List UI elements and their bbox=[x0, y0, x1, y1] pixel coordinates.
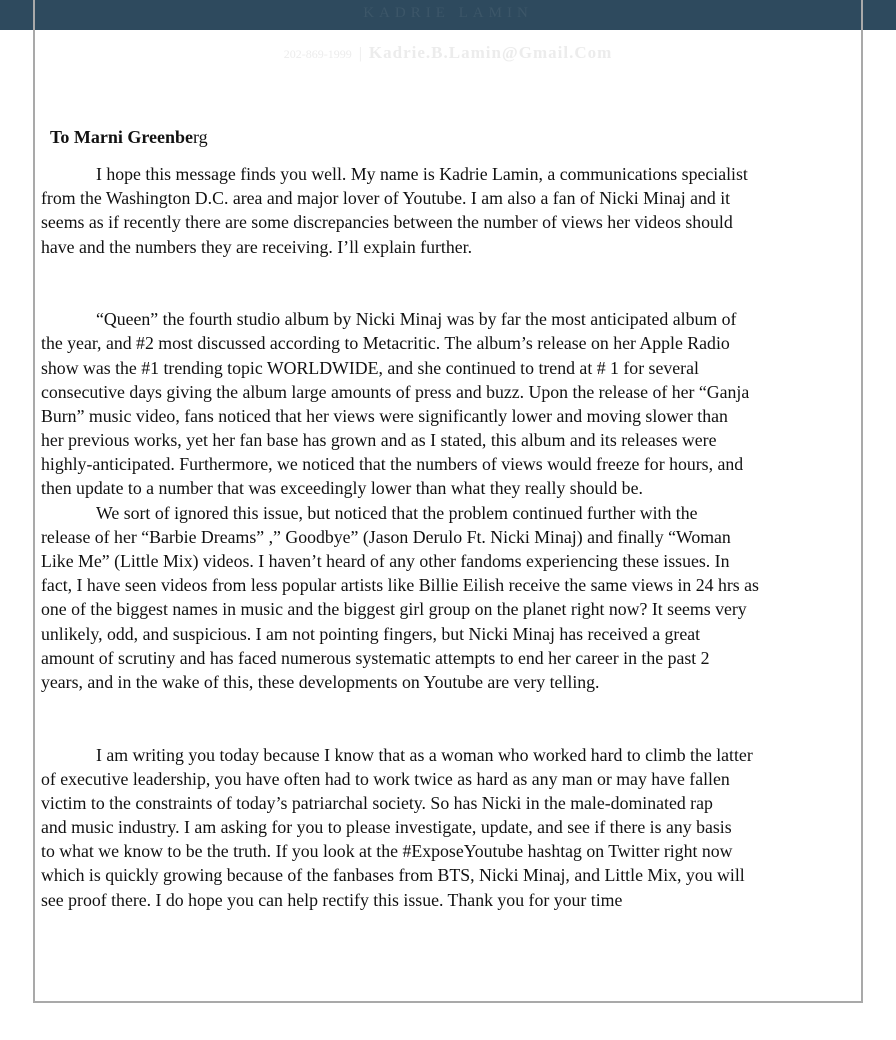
text-line: “Queen” the fourth studio album by Nicki Minaj was by far the most anticipated album of bbox=[96, 309, 737, 330]
text-line: have and the numbers they are receiving. I’ll explain further. bbox=[41, 236, 473, 257]
text-line: years, and in the wake of this, these developments on Youtube are very telling. bbox=[41, 671, 600, 692]
text-line: which is quickly growing because of the fanbases from BTS, Nicki Minaj, and Little Mix, you will bbox=[41, 865, 745, 886]
contact-phone: 202-869-1999 bbox=[283, 47, 352, 61]
text-line: her previous works, yet her fan base has grown and as I stated, this album and its releases were bbox=[41, 430, 717, 451]
contact-separator: | bbox=[358, 45, 362, 62]
text-line: I hope this message finds you well. My name is Kadrie Lamin, a communications specialist bbox=[96, 164, 748, 184]
text-line: of executive leadership, you have often had to work twice as hard as any man or may have fallen bbox=[41, 768, 730, 789]
header-name: KADRIE LAMIN bbox=[363, 5, 533, 21]
text-line: consecutive days giving the album large amounts of press and buzz. Upon the release of her “Ganja bbox=[41, 381, 750, 402]
paragraph bbox=[41, 162, 863, 259]
contact-line bbox=[0, 43, 896, 63]
text-line: highly-anticipated. Furthermore, we noticed that the numbers of views would freeze for hours, and bbox=[41, 454, 744, 475]
paragraph-gap bbox=[41, 694, 863, 718]
text-line: one of the biggest names in music and the biggest girl group on the planet right now? It seems very bbox=[41, 599, 747, 620]
paragraph-gap bbox=[41, 718, 863, 742]
text-line: to what we know to be the truth. If you look at the #ExposeYoutube hashtag on Twitter right now bbox=[41, 841, 733, 862]
paragraph-gap bbox=[41, 259, 863, 283]
text-line: release of her “Barbie Dreams” ,” Goodbye” (Jason Derulo Ft. Nicki Minaj) and finally “Woman bbox=[41, 526, 731, 547]
text-line: I am writing you today because I know that as a woman who worked hard to climb the latter bbox=[96, 744, 753, 765]
text-line: then update to a number that was exceedingly lower than what they really should be. bbox=[41, 478, 643, 499]
paragraph-gap bbox=[41, 283, 863, 307]
text-line: We sort of ignored this issue, but noticed that the problem continued further with the bbox=[96, 502, 698, 523]
text-line: the year, and #2 most discussed according to Metacritic. The album’s release on her Apple Radio bbox=[41, 333, 730, 354]
text-line: see proof there. I do hope you can help rectify this issue. Thank you for your time bbox=[41, 889, 623, 910]
paragraph bbox=[41, 307, 863, 501]
text-line: Burn” music video, fans noticed that her views were significantly lower and moving slower than bbox=[41, 405, 728, 426]
text-line: seems as if recently there are some discrepancies between the number of views her videos should bbox=[41, 212, 733, 233]
text-line: show was the #1 trending topic WORLDWIDE, and she continued to trend at # 1 for several bbox=[41, 357, 699, 378]
text-line: from the Washington D.C. area and major lover of Youtube. I am also a fan of Nicki Minaj and it bbox=[41, 188, 731, 209]
salutation bbox=[50, 127, 208, 148]
letter-body bbox=[41, 162, 863, 912]
text-line: amount of scrutiny and has faced numerous systematic attempts to end her career in the past 2 bbox=[41, 647, 710, 668]
paragraph bbox=[41, 743, 863, 912]
text-line: Like Me” (Little Mix) videos. I haven’t heard of any other fandoms experiencing these issues. In bbox=[41, 551, 730, 571]
text-line: and music industry. I am asking for you to please investigate, update, and see if there is any basis bbox=[41, 817, 732, 838]
paragraph bbox=[41, 501, 863, 695]
salutation-bold: To Marni Greenbe bbox=[50, 127, 193, 147]
text-line: fact, I have seen videos from less popular artists like Billie Eilish receive the same views in 24 hrs as bbox=[41, 575, 759, 596]
text-line: unlikely, odd, and suspicious. I am not pointing fingers, but Nicki Minaj has received a great bbox=[41, 623, 701, 644]
contact-email: Kadrie.B.Lamin@Gmail.Com bbox=[368, 43, 613, 62]
text-line: victim to the constraints of today’s patriarchal society. So has Nicki in the male-dominated rap bbox=[41, 792, 713, 813]
salutation-tail: rg bbox=[193, 127, 208, 147]
